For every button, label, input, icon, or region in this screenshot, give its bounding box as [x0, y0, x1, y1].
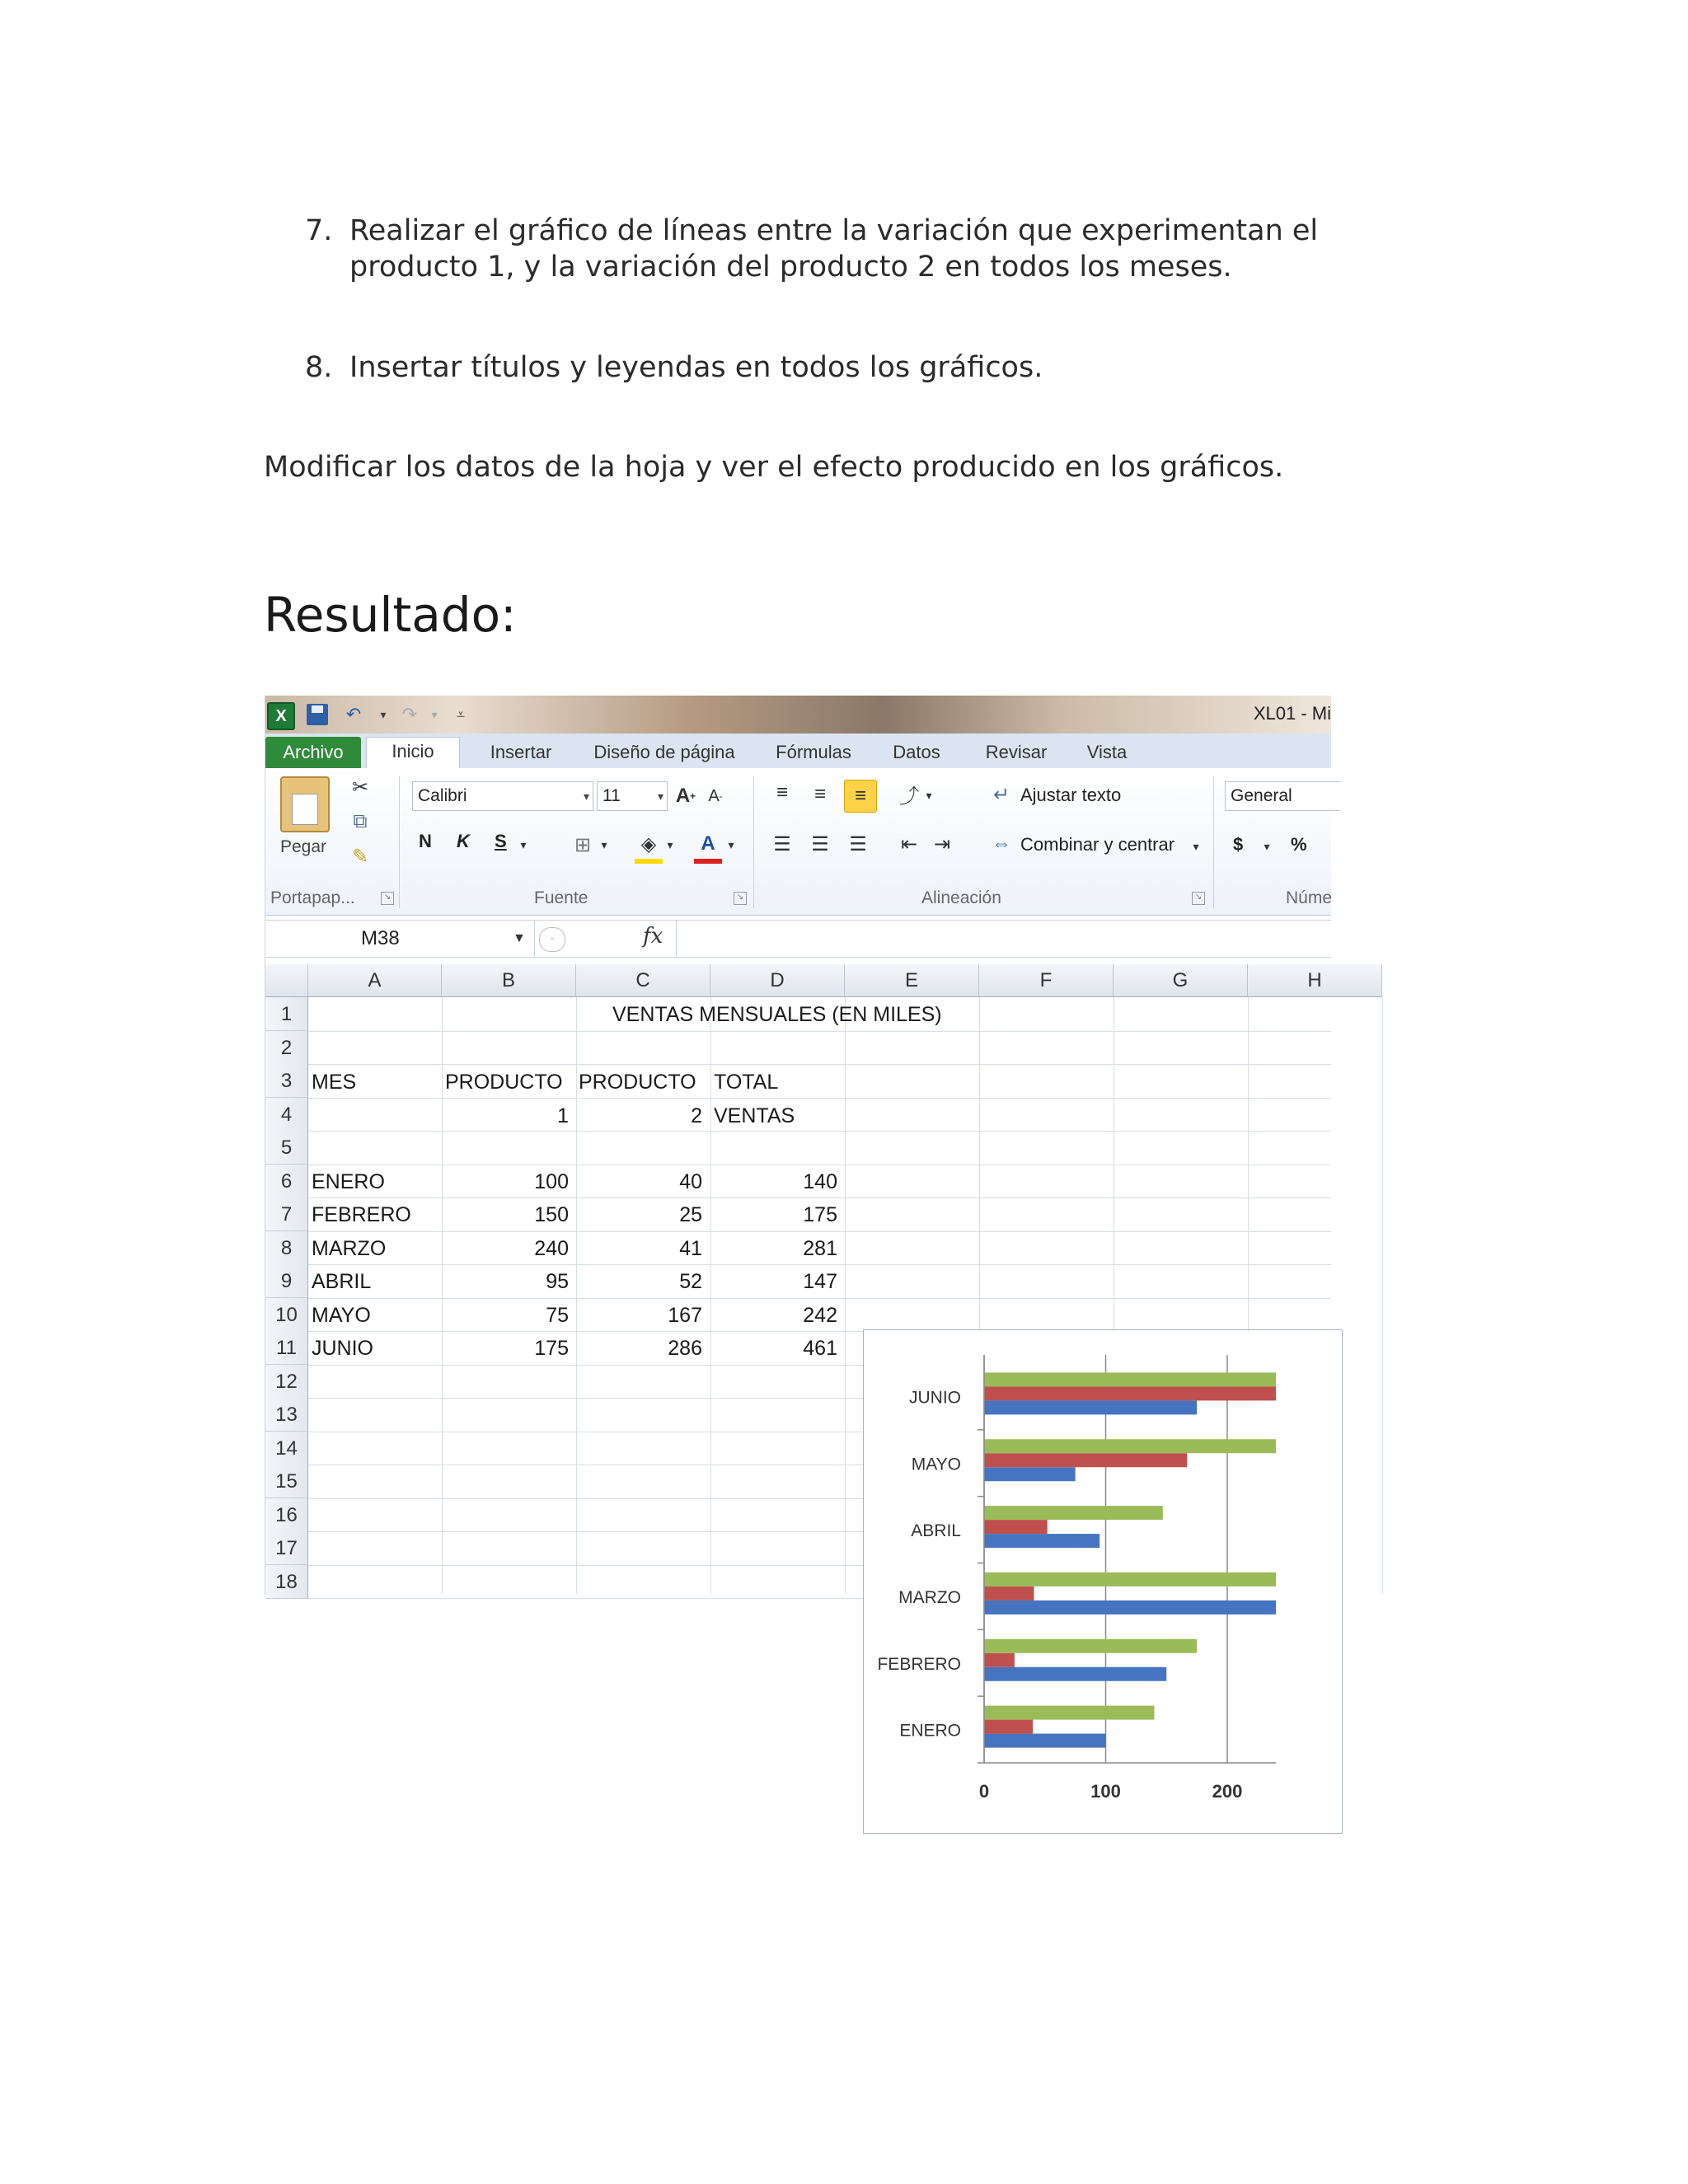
- row-header[interactable]: 18: [265, 1565, 308, 1599]
- increase-indent-icon[interactable]: ⇥: [933, 832, 951, 855]
- cell-total[interactable]: 281: [803, 1236, 837, 1260]
- item-text: Insertar títulos y leyendas en todos los gráficos.: [349, 351, 1043, 384]
- x-tick-label: 200: [1212, 1781, 1243, 1802]
- column-header[interactable]: E: [845, 964, 979, 997]
- row-header[interactable]: 14: [265, 1432, 308, 1465]
- cell-total[interactable]: 140: [803, 1169, 837, 1193]
- header-cell-producto1[interactable]: PRODUCTO: [445, 1071, 563, 1094]
- column-header[interactable]: B: [442, 964, 576, 997]
- dialog-launcher-icon[interactable]: ↘: [381, 892, 394, 905]
- row-header[interactable]: 6: [265, 1165, 308, 1198]
- section-heading: Resultado:: [264, 587, 517, 643]
- cell-producto2[interactable]: 41: [679, 1236, 702, 1260]
- cell-mes[interactable]: MAYO: [312, 1303, 371, 1327]
- chevron-down-icon[interactable]: ▾: [520, 837, 527, 851]
- grid-line: [710, 997, 711, 1594]
- cell-producto2[interactable]: 40: [679, 1169, 702, 1193]
- bold-button[interactable]: N: [419, 831, 432, 851]
- chevron-down-icon[interactable]: ▼: [513, 931, 526, 945]
- cell-producto1[interactable]: 100: [534, 1169, 569, 1193]
- row-header[interactable]: 15: [265, 1465, 308, 1498]
- item-text-line: producto 1, y la variación del producto 2 en todos los meses.: [349, 251, 1232, 284]
- row-header[interactable]: 11: [265, 1331, 308, 1365]
- bar-chart[interactable]: [863, 1329, 1343, 1834]
- percent-button[interactable]: %: [1291, 834, 1307, 855]
- redo-icon[interactable]: ↷: [401, 704, 418, 724]
- column-header[interactable]: C: [576, 964, 710, 997]
- row-header[interactable]: 9: [265, 1264, 308, 1298]
- font-size-select[interactable]: [597, 781, 668, 811]
- cell-producto1[interactable]: 75: [546, 1303, 569, 1327]
- wrap-text-icon[interactable]: ↵: [992, 783, 1010, 806]
- bar: [984, 1586, 1034, 1601]
- cell-mes[interactable]: MARZO: [312, 1236, 387, 1260]
- bar: [984, 1386, 1276, 1400]
- chevron-down-icon[interactable]: ▾: [728, 837, 734, 851]
- shrink-font-icon[interactable]: A -: [708, 786, 723, 805]
- bar: [984, 1467, 1076, 1481]
- align-middle-icon[interactable]: ≡: [814, 783, 826, 805]
- group-separator: [753, 776, 754, 908]
- row-header[interactable]: 13: [265, 1398, 308, 1432]
- item-text: [349, 213, 1380, 285]
- cell-total[interactable]: 147: [803, 1270, 837, 1293]
- cell-mes[interactable]: FEBRERO: [312, 1203, 411, 1226]
- header-cell-producto1-number[interactable]: 1: [557, 1104, 569, 1127]
- header-cell-mes[interactable]: MES: [312, 1071, 357, 1094]
- cell-producto1[interactable]: 150: [534, 1203, 569, 1226]
- bar: [984, 1706, 1155, 1720]
- bar: [984, 1400, 1197, 1414]
- customize-toolbar-icon[interactable]: ⩡: [456, 705, 466, 723]
- group-label-portapapeles: Portapap...: [270, 888, 355, 907]
- cell-mes[interactable]: JUNIO: [312, 1337, 373, 1360]
- row-header[interactable]: 16: [265, 1498, 308, 1532]
- underline-button[interactable]: S: [495, 831, 507, 851]
- paste-icon[interactable]: [280, 776, 330, 832]
- orientation-icon[interactable]: ⤴: [899, 785, 919, 808]
- undo-dropdown-icon[interactable]: ▾: [380, 707, 387, 721]
- font-size-value: 11: [603, 786, 621, 805]
- wrap-text-button[interactable]: Ajustar texto: [1020, 785, 1122, 805]
- bar: [984, 1639, 1197, 1653]
- bar: [984, 1734, 1106, 1748]
- decrease-indent-icon[interactable]: ⇤: [900, 832, 918, 855]
- tab-revisar[interactable]: Revisar: [985, 742, 1048, 762]
- group-separator: [1213, 776, 1214, 908]
- dialog-launcher-icon[interactable]: ↘: [734, 892, 747, 905]
- row-header[interactable]: 12: [265, 1365, 308, 1399]
- title-bar: [265, 696, 1331, 733]
- chevron-down-icon[interactable]: ▾: [667, 837, 673, 851]
- y-category-label: FEBRERO: [877, 1654, 961, 1674]
- row-header[interactable]: 10: [265, 1298, 308, 1332]
- cell-total[interactable]: 175: [803, 1203, 837, 1226]
- tab-datos[interactable]: Datos: [893, 742, 940, 762]
- align-bottom-icon[interactable]: ≡: [844, 780, 877, 813]
- cell-producto1[interactable]: 240: [534, 1236, 569, 1260]
- borders-icon[interactable]: ⊞: [574, 833, 592, 856]
- formula-bar: [265, 920, 1331, 958]
- column-header[interactable]: D: [710, 964, 845, 997]
- currency-button[interactable]: $: [1233, 834, 1244, 855]
- column-header[interactable]: G: [1114, 964, 1248, 997]
- row-header[interactable]: 8: [265, 1231, 308, 1265]
- cut-icon[interactable]: ✂: [351, 776, 369, 799]
- tab-formulas[interactable]: Fórmulas: [776, 742, 851, 762]
- row-header[interactable]: 1: [265, 997, 308, 1031]
- cell-producto2[interactable]: 167: [668, 1303, 702, 1327]
- bar: [984, 1720, 1033, 1734]
- dialog-launcher-icon[interactable]: ↘: [1192, 892, 1205, 905]
- name-box-value: M38: [361, 927, 400, 949]
- bar: [984, 1439, 1276, 1453]
- font-color-icon[interactable]: A: [694, 829, 722, 864]
- chevron-down-icon[interactable]: ▾: [926, 788, 932, 802]
- row-header[interactable]: 2: [265, 1031, 308, 1065]
- grow-font-icon[interactable]: A +: [675, 785, 696, 807]
- header-cell-producto2[interactable]: PRODUCTO: [579, 1071, 696, 1094]
- tab-diseno-pagina[interactable]: Diseño de página: [593, 742, 735, 762]
- copy-icon[interactable]: ⧉: [353, 810, 368, 832]
- instruction-paragraph: Modificar los datos de la hoja y ver el efecto producido en los gráficos.: [264, 451, 1284, 484]
- row-header[interactable]: 17: [265, 1531, 308, 1565]
- cell-total[interactable]: 242: [803, 1303, 837, 1327]
- x-tick-label: 0: [978, 1781, 990, 1802]
- cell-total[interactable]: 461: [803, 1337, 837, 1360]
- bar: [984, 1506, 1163, 1520]
- redo-dropdown-icon[interactable]: ▾: [431, 707, 438, 721]
- cell-producto2[interactable]: 25: [679, 1203, 702, 1226]
- window-title: XL01 - Mi: [1253, 703, 1331, 724]
- grid-line: [442, 997, 443, 1594]
- fill-color-icon[interactable]: ◈: [635, 829, 663, 864]
- select-all-corner[interactable]: [265, 964, 308, 997]
- bar: [984, 1453, 1187, 1467]
- ribbon-tabs: [265, 733, 1331, 769]
- bar: [984, 1653, 1015, 1667]
- column-header[interactable]: H: [1248, 964, 1382, 997]
- group-label-numero: Núme: [1286, 888, 1333, 907]
- bar: [984, 1534, 1100, 1548]
- number-format-value: General: [1231, 786, 1292, 805]
- row-header[interactable]: 3: [265, 1064, 308, 1098]
- chevron-down-icon: ▾: [657, 790, 663, 803]
- font-name-select[interactable]: [412, 781, 593, 811]
- y-category-label: MAYO: [911, 1455, 961, 1474]
- bar: [984, 1667, 1166, 1681]
- chevron-down-icon[interactable]: ▾: [1264, 839, 1270, 853]
- row-header[interactable]: 7: [265, 1197, 308, 1231]
- sheet-title-cell[interactable]: VENTAS MENSUALES (EN MILES): [612, 1003, 942, 1026]
- cell-mes[interactable]: ENERO: [312, 1169, 385, 1193]
- header-cell-producto2-number[interactable]: 2: [691, 1104, 702, 1127]
- bar-chart-svg: [864, 1330, 1342, 1833]
- bar: [984, 1372, 1276, 1386]
- grid-line: [845, 997, 846, 1594]
- excel-logo-icon[interactable]: X: [267, 702, 295, 730]
- chevron-down-icon[interactable]: ▾: [1193, 839, 1199, 853]
- item-number: 8.: [305, 351, 333, 384]
- column-header[interactable]: A: [308, 964, 442, 997]
- tab-vista[interactable]: Vista: [1086, 742, 1128, 762]
- cell-producto1[interactable]: 175: [534, 1337, 569, 1360]
- save-icon[interactable]: [307, 704, 328, 725]
- bar: [984, 1601, 1276, 1615]
- merge-center-button[interactable]: Combinar y centrar: [1020, 834, 1175, 855]
- grid-line: [576, 997, 577, 1594]
- cell-producto1[interactable]: 95: [546, 1270, 569, 1293]
- header-cell-ventas[interactable]: VENTAS: [714, 1104, 795, 1127]
- worksheet-grid: [265, 964, 1331, 1802]
- align-left-icon[interactable]: ☰: [773, 832, 791, 855]
- chevron-down-icon[interactable]: ▾: [601, 837, 607, 851]
- merge-center-icon[interactable]: ⇔: [992, 832, 1011, 855]
- header-cell-total[interactable]: TOTAL: [714, 1071, 779, 1094]
- group-separator: [399, 776, 400, 908]
- row-header[interactable]: 5: [265, 1131, 308, 1165]
- format-painter-icon[interactable]: ✎: [351, 845, 369, 868]
- item-text-line: Realizar el gráfico de líneas entre la variación que experimentan el: [349, 214, 1319, 247]
- cell-producto2[interactable]: 286: [668, 1337, 702, 1360]
- y-category-label: MARZO: [898, 1587, 961, 1607]
- tab-insertar[interactable]: Insertar: [490, 742, 552, 762]
- bar: [984, 1520, 1048, 1534]
- insert-function-button[interactable]: fx: [643, 924, 663, 949]
- tab-archivo[interactable]: Archivo: [265, 737, 361, 770]
- tab-inicio[interactable]: Inicio: [366, 737, 460, 769]
- y-category-label: ENERO: [899, 1721, 961, 1741]
- group-label-fuente: Fuente: [534, 888, 588, 907]
- grid-line: [1382, 997, 1383, 1594]
- x-tick-label: 100: [1090, 1781, 1121, 1802]
- align-center-icon[interactable]: ☰: [811, 832, 829, 855]
- chevron-down-icon: ▾: [583, 790, 589, 803]
- align-top-icon[interactable]: ≡: [776, 781, 788, 804]
- cell-producto2[interactable]: 52: [679, 1270, 702, 1293]
- paste-button[interactable]: Pegar: [280, 837, 327, 856]
- row-header[interactable]: 4: [265, 1098, 308, 1132]
- name-box[interactable]: [265, 921, 535, 957]
- column-header[interactable]: F: [979, 964, 1114, 997]
- excel-screenshot: [265, 696, 1333, 1802]
- item-number: 7.: [305, 214, 333, 247]
- italic-button[interactable]: K: [457, 831, 470, 851]
- formula-input[interactable]: [676, 921, 1332, 957]
- font-name-value: Calibri: [418, 786, 467, 805]
- undo-icon[interactable]: ↶: [345, 704, 362, 724]
- align-right-icon[interactable]: ☰: [849, 832, 867, 855]
- number-format-select[interactable]: [1225, 781, 1340, 811]
- group-label-alineacion: Alineación: [921, 888, 1001, 907]
- bar: [984, 1572, 1276, 1586]
- cell-mes[interactable]: ABRIL: [312, 1270, 372, 1293]
- y-category-label: JUNIO: [909, 1388, 961, 1408]
- y-category-label: ABRIL: [911, 1521, 961, 1541]
- ribbon: [265, 768, 1331, 916]
- cancel-icon[interactable]: -: [539, 927, 565, 952]
